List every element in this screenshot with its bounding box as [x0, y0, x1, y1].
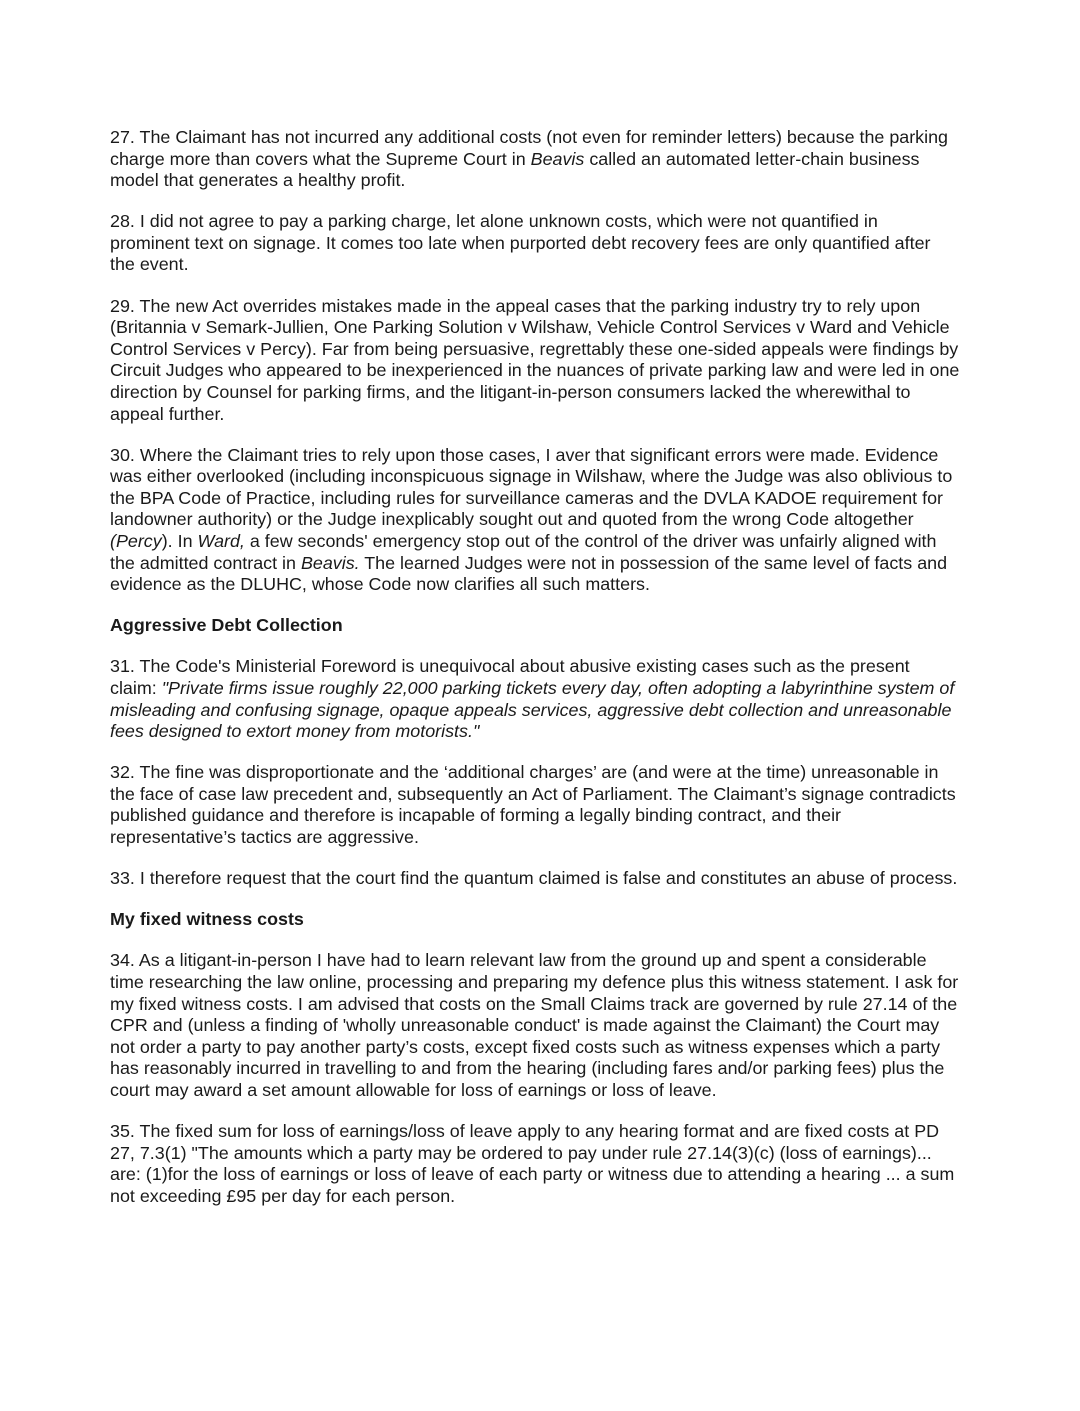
paragraph-34	[110, 950, 960, 1101]
paragraph-text: called an automated letter-chain business model that generates a healthy profit.	[110, 148, 920, 191]
italic-quote: "Private firms issue roughly 22,000 parking tickets every day, often adopting a labyrinthine system of misleading and confusing signage, opaque appeals services, aggressive debt collection and unreasonable fees designed to extort money from motorists."	[110, 677, 955, 742]
paragraph-31	[110, 656, 960, 742]
paragraph-text: a few seconds' emergency stop out of the control of the driver was unfairly aligned with the admitted contract in	[110, 531, 937, 573]
paragraph-text: 32. The fine was disproportionate and the ‘additional charges’ are (and were at the time) unreasonable in the face of case law precedent and, subsequently an Act of Parliament. The Claimant’s signage contradicts published guidance and therefore is incapable of forming a legally binding contract, and their representative’s tactics are aggressive.	[110, 762, 956, 848]
document-page	[110, 127, 960, 1227]
section-heading-fixed-witness-costs	[110, 909, 960, 931]
paragraph-35	[110, 1121, 960, 1207]
paragraph-29	[110, 296, 960, 426]
paragraph-text: 28. I did not agree to pay a parking charge, let alone unknown costs, which were not quantified in prominent text on signage. It comes too late when purported debt recovery fees are only quantified after the event.	[110, 211, 931, 275]
paragraph-text: 31. The Code's Ministerial Foreword is unequivocal about abusive existing cases such as the present claim:	[110, 656, 910, 698]
section-heading-aggressive-debt-collection	[110, 615, 960, 637]
paragraph-28	[110, 211, 960, 276]
heading-text: Aggressive Debt Collection	[110, 615, 343, 636]
paragraph-text: 29. The new Act overrides mistakes made in the appeal cases that the parking industry try to rely upon (Britannia v Semark-Jullien, One Parking Solution v Wilshaw, Vehicle Control Services v Ward and Vehicle Control Services v Percy). Far from being persuasive, regrettably these one-sided appeals were findings by Circuit Judges who appeared to be inexperienced in the nuances of private parking law and were led in one direction by Counsel for parking firms, and the litigant-in-person consumers lacked the wherewithal to appeal further.	[110, 295, 960, 424]
paragraph-text: 33. I therefore request that the court find the quantum claimed is false and constitutes an abuse of process.	[110, 868, 958, 889]
italic-case-name: Beavis	[530, 148, 585, 169]
paragraph-33	[110, 868, 960, 890]
italic-case-name: Ward,	[197, 531, 245, 551]
paragraph-text: ). In	[161, 531, 198, 551]
paragraph-30	[110, 445, 960, 596]
paragraph-text: The learned Judges were not in possession of the same level of facts and evidence as the DLUHC, whose Code now clarifies all such matters.	[110, 552, 948, 595]
paragraph-27	[110, 127, 960, 192]
paragraph-32	[110, 762, 960, 848]
italic-case-name: Beavis.	[300, 552, 360, 573]
paragraph-text: 30. Where the Claimant tries to rely upon those cases, I aver that significant errors were made. Evidence was either overlooked (including inconspicuous signage in Wilshaw, where the Judge was also oblivious to the BPA Code of Practice, including rules for surveillance cameras and the DVLA KADOE requirement for landowner authority) or the Judge inexplicably sought out and quoted from the wrong Code altogether	[110, 444, 953, 530]
heading-text: My fixed witness costs	[110, 909, 304, 930]
paragraph-text: 35. The fixed sum for loss of earnings/loss of leave apply to any hearing format and are fixed costs at PD 27, 7.3(1) "The amounts which a party may be ordered to pay under rule 27.14(3)(c) (loss of earnings)... are: (1)for the loss of earnings or loss of leave of each party or witness due to attending a hearing ... a sum not exceeding £95 per day for each person.	[110, 1120, 955, 1206]
paragraph-text: 34. As a litigant-in-person I have had to learn relevant law from the ground up and spent a considerable time researching the law online, processing and preparing my defence plus this witness statement. I ask for my fixed witness costs. I am advised that costs on the Small Claims track are governed by rule 27.14 of the CPR and (unless a finding of 'wholly unreasonable conduct' is made against the Claimant) the Court may not order a party to pay another party’s costs, except fixed costs such as witness expenses which a party has reasonably incurred in travelling to and from the hearing (including fares and/or parking fees) plus the court may award a set amount allowable for loss of earnings or loss of leave.	[110, 950, 959, 1100]
italic-case-name: (Percy	[110, 531, 162, 551]
paragraph-text: 27. The Claimant has not incurred any additional costs (not even for reminder letters) because the parking charge more than covers what the Supreme Court in	[110, 127, 949, 169]
